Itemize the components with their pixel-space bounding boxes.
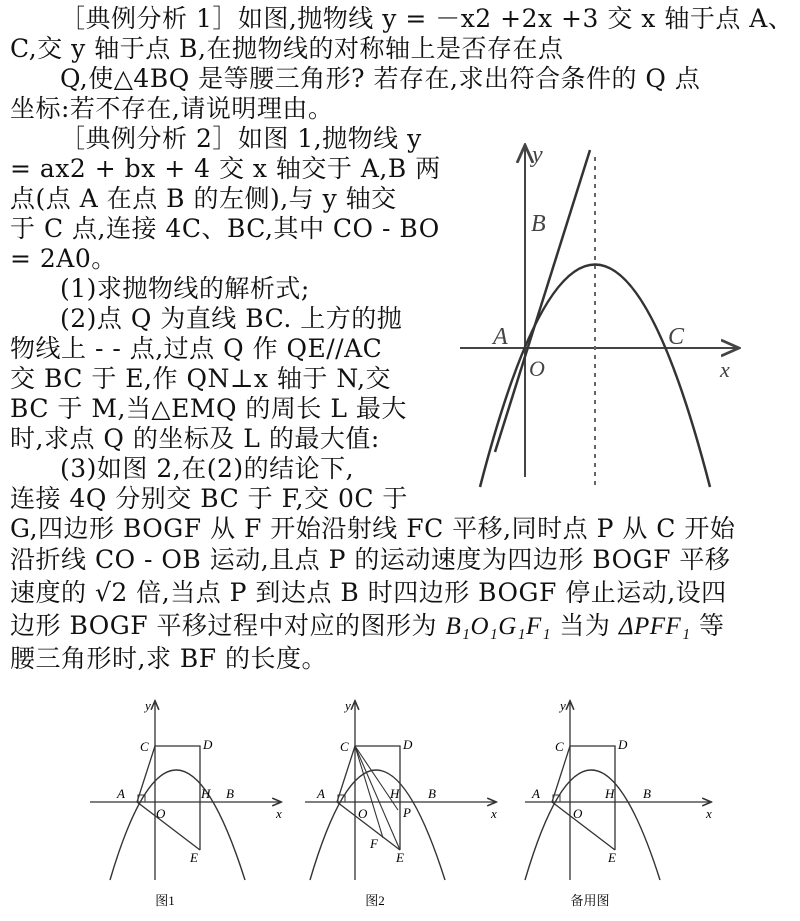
question-3-line7: 腰三角形时,求 BF 的长度。 bbox=[10, 644, 328, 673]
problem2-line5: = 2A0。 bbox=[10, 244, 117, 273]
y-axis-label: y bbox=[532, 142, 543, 168]
fig1-label-c: C bbox=[140, 739, 149, 754]
problem2-line4: 于 C 点,连接 4C、BC,其中 CO - BO bbox=[10, 214, 440, 243]
parabola-graph bbox=[455, 132, 775, 492]
fig3-x-label: x bbox=[706, 806, 712, 821]
fig3-label-c: C bbox=[555, 739, 564, 754]
fig1-label-b: B bbox=[226, 786, 234, 801]
question-3-line4: 沿折线 CO - OB 运动,且点 P 的运动速度为四边形 BOGF 平移 bbox=[10, 545, 731, 574]
fig2-label-a: A bbox=[317, 786, 325, 801]
question-2-line2: 物线上 - - 点,过点 Q 作 QE//AC bbox=[10, 334, 383, 363]
question-3-line3: G,四边形 BOGF 从 F 开始沿射线 FC 平移,同时点 P 从 C 开始 bbox=[10, 514, 736, 543]
fig2-x-label: x bbox=[491, 806, 497, 821]
fig1-y-label: y bbox=[145, 698, 151, 713]
question-3-line6-text-b: 当为 bbox=[559, 611, 611, 640]
fig2-parabola bbox=[310, 770, 445, 880]
point-label-b: B bbox=[531, 211, 546, 237]
fig3-label-e: E bbox=[608, 850, 616, 865]
fig3-label-o: O bbox=[573, 806, 583, 821]
fig1-label-o: O bbox=[156, 806, 166, 821]
fig3-label-b: B bbox=[643, 786, 651, 801]
fig3-label-d: D bbox=[618, 737, 628, 752]
fig2-label-o: O bbox=[358, 806, 368, 821]
question-3-line5-text-a: 速度的 bbox=[10, 578, 87, 607]
fig3-label-a: A bbox=[532, 786, 540, 801]
fig1-line-ae bbox=[137, 802, 200, 850]
question-3-line5 bbox=[10, 578, 727, 608]
question-3-line6-text-c: 等 bbox=[698, 611, 725, 640]
tangent-line bbox=[495, 150, 590, 452]
fig2-line-ae bbox=[337, 802, 400, 850]
problem1-line2: C,交 y 轴于点 B,在抛物线的对称轴上是否存在点 bbox=[10, 34, 564, 63]
point-label-c: C bbox=[668, 324, 685, 350]
figure-3 bbox=[525, 698, 712, 908]
question-3-line1: (3)如图 2,在(2)的结论下, bbox=[60, 454, 355, 483]
fig3-label-h: H bbox=[605, 786, 615, 801]
fig2-label-p: P bbox=[403, 805, 411, 820]
question-1: (1)求抛物线的解析式; bbox=[60, 274, 310, 303]
problem2-line3: 点(点 A 在点 B 的左侧),与 y 轴交 bbox=[10, 184, 397, 213]
fig2-y-label: y bbox=[345, 698, 351, 713]
fig3-line-ae bbox=[552, 802, 615, 850]
figure-1 bbox=[90, 698, 282, 908]
point-label-o: O bbox=[529, 356, 545, 381]
fig1-label-d: D bbox=[203, 737, 213, 752]
fig2-label-d: D bbox=[403, 737, 413, 752]
question-2-line5: 时,求点 Q 的坐标及 L 的最大值: bbox=[10, 424, 380, 453]
fig2-label-e: E bbox=[396, 850, 404, 865]
problem2-line2: = ax2 + bx + 4 交 x 轴交于 A,B 两 bbox=[10, 154, 441, 183]
fig1-x-label: x bbox=[276, 806, 282, 821]
fig2-label-b: B bbox=[428, 786, 436, 801]
question-2-line3: 交 BC 于 E,作 QN⊥x 轴于 N,交 bbox=[10, 364, 392, 393]
fig2-line-cf bbox=[355, 746, 383, 838]
problem1-line3: Q,使△4BQ 是等腰三角形? 若存在,求出符合条件的 Q 点 bbox=[60, 64, 701, 93]
fig3-y-label: y bbox=[560, 698, 566, 713]
fig3-caption: 备用图 bbox=[570, 893, 610, 908]
question-2-line1: (2)点 Q 为直线 BC. 上方的抛 bbox=[60, 304, 403, 333]
fig2-caption: 图2 bbox=[365, 893, 385, 908]
fig1-label-e: E bbox=[190, 850, 198, 865]
problem1-line1: ［典例分析 1］如图,抛物线 y = －x2 +2x +3 交 x 轴于点 A、 bbox=[60, 4, 794, 33]
question-3-line6 bbox=[10, 611, 725, 642]
fig1-caption: 图1 bbox=[155, 893, 175, 908]
question-2-line4: BC 于 M,当△EMQ 的周长 L 最大 bbox=[10, 394, 407, 423]
problem2-line1: ［典例分析 2］如图 1,抛物线 y bbox=[60, 124, 422, 153]
question-3-line6-text-a: 边形 BOGF 平移过程中对应的图形为 bbox=[10, 611, 438, 640]
question-3-line5-text-b: 倍,当点 P 到达点 B 时四边形 BOGF 停止运动,设四 bbox=[136, 578, 727, 607]
problem1-line4: 坐标:若不存在,请说明理由。 bbox=[10, 94, 334, 123]
fig2-label-f: F bbox=[370, 836, 378, 851]
figure-panel bbox=[70, 690, 750, 915]
fig2-label-h: H bbox=[390, 786, 400, 801]
math-triangle: ΔPFF₁ bbox=[618, 613, 691, 640]
x-axis-label: x bbox=[720, 357, 730, 382]
question-3-line2: 连接 4Q 分别交 BC 于 F,交 0C 于 bbox=[10, 484, 408, 513]
fig2-label-c: C bbox=[340, 739, 349, 754]
fig1-label-a: A bbox=[117, 786, 125, 801]
fig1-rect-cdhe bbox=[155, 746, 200, 850]
fig1-label-h: H bbox=[201, 786, 211, 801]
math-quadrilateral: B₁O₁G₁F₁ bbox=[445, 613, 551, 640]
point-label-a: A bbox=[493, 324, 508, 350]
fig1-parabola bbox=[110, 770, 245, 880]
sqrt-two: √2 bbox=[94, 578, 128, 607]
figure-2 bbox=[305, 698, 497, 908]
fig3-parabola bbox=[525, 770, 660, 880]
